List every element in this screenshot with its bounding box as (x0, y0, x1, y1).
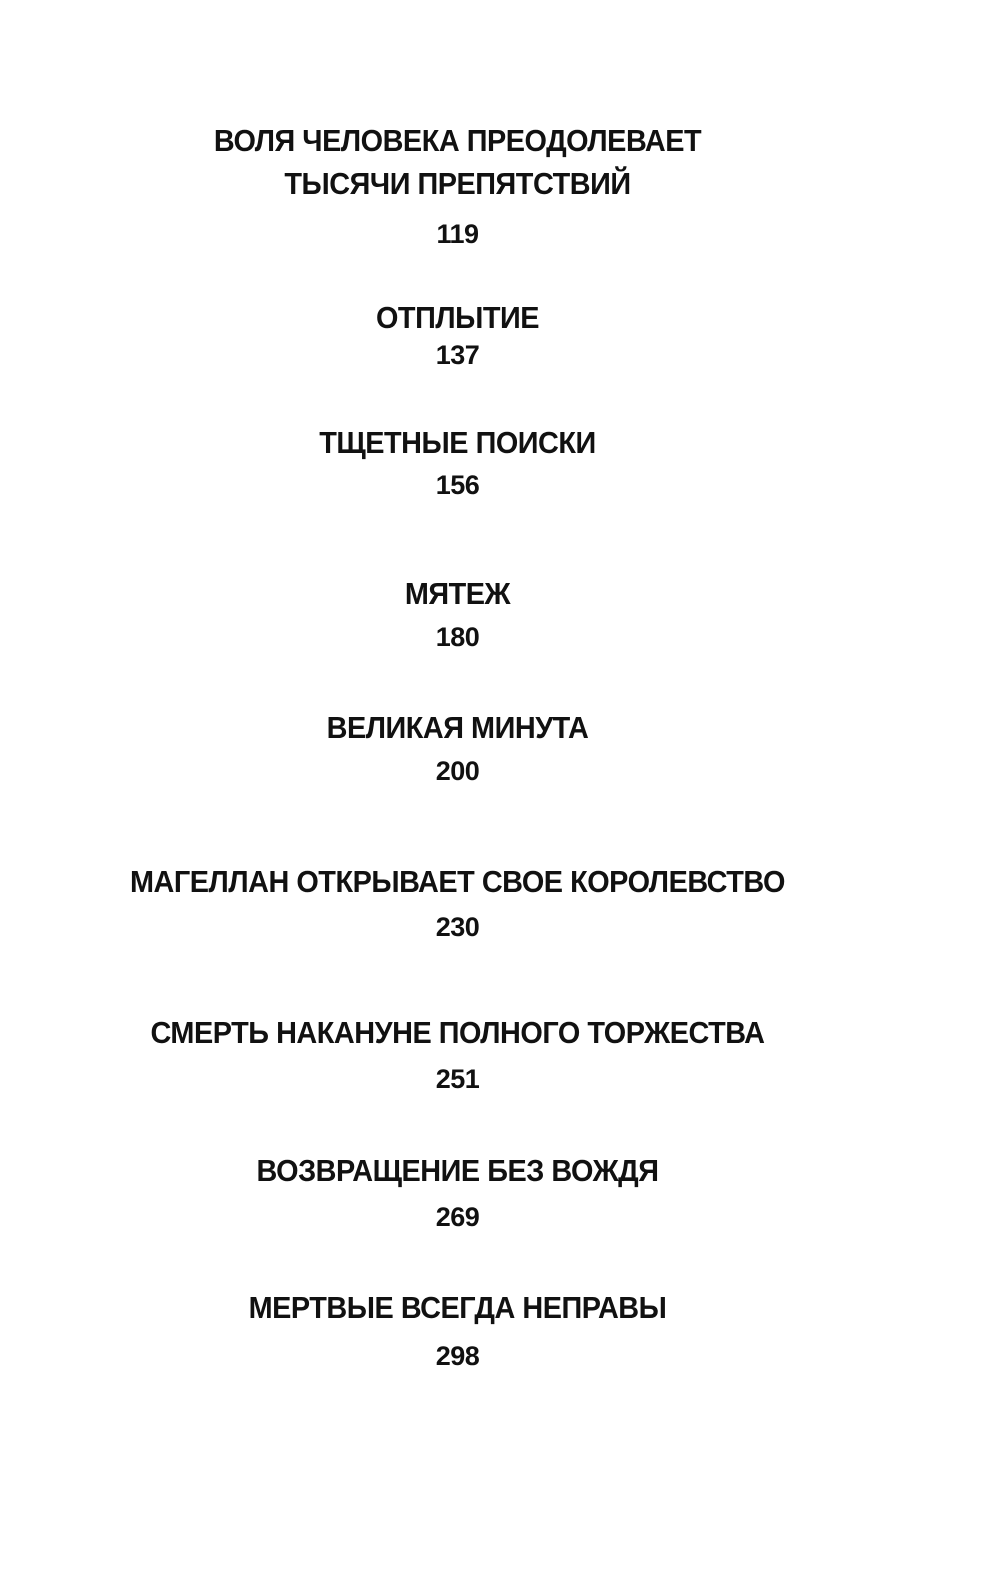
toc-entry-page-number: 180 (435, 622, 480, 652)
toc-entry-title-line: МЕРТВЫЕ ВСЕГДА НЕПРАВЫ (248, 1290, 667, 1325)
toc-entry-title-line: ТЩЕТНЫЕ ПОИСКИ (319, 425, 596, 460)
toc-entry[interactable] (0, 706, 915, 787)
toc-entry-page-number: 200 (435, 756, 480, 786)
toc-entry-page-number: 230 (435, 912, 480, 942)
toc-entry-title-line: МАГЕЛЛАН ОТКРЫВАЕТ СВОЕ КОРОЛЕВСТВО (130, 864, 785, 899)
toc-entry-page-number: 156 (435, 470, 480, 500)
toc-entry-page-number: 298 (435, 1341, 480, 1371)
toc-entry-page-number: 251 (435, 1064, 480, 1094)
toc-entry-page-number: 137 (435, 340, 480, 370)
toc-entry-title-line: ВЕЛИКАЯ МИНУТА (326, 710, 589, 745)
toc-entry[interactable] (0, 421, 915, 501)
toc-entry[interactable] (0, 119, 915, 250)
toc-entry-page-number: 119 (436, 219, 479, 249)
toc-entry-title-line: СМЕРТЬ НАКАНУНЕ ПОЛНОГО ТОРЖЕСТВА (150, 1015, 765, 1050)
toc-entry[interactable] (0, 1286, 915, 1372)
toc-entry[interactable] (0, 296, 915, 371)
toc-entry-title-line: МЯТЕЖ (404, 576, 511, 611)
toc-entry-title-line: ТЫСЯЧИ ПРЕПЯТСТВИЙ (284, 166, 631, 201)
toc-entry-title-line: ОТПЛЫТИЕ (375, 300, 540, 335)
toc-entry[interactable] (0, 860, 915, 943)
toc-entry[interactable] (0, 572, 915, 653)
toc-entry-title-line: ВОЗВРАЩЕНИЕ БЕЗ ВОЖДЯ (256, 1153, 659, 1188)
toc-entry[interactable] (0, 1011, 915, 1095)
toc-entry[interactable] (0, 1149, 915, 1233)
toc-entry-page-number: 269 (435, 1202, 480, 1232)
toc-entry-title-line: ВОЛЯ ЧЕЛОВЕКА ПРЕОДОЛЕВАЕТ (213, 123, 702, 158)
